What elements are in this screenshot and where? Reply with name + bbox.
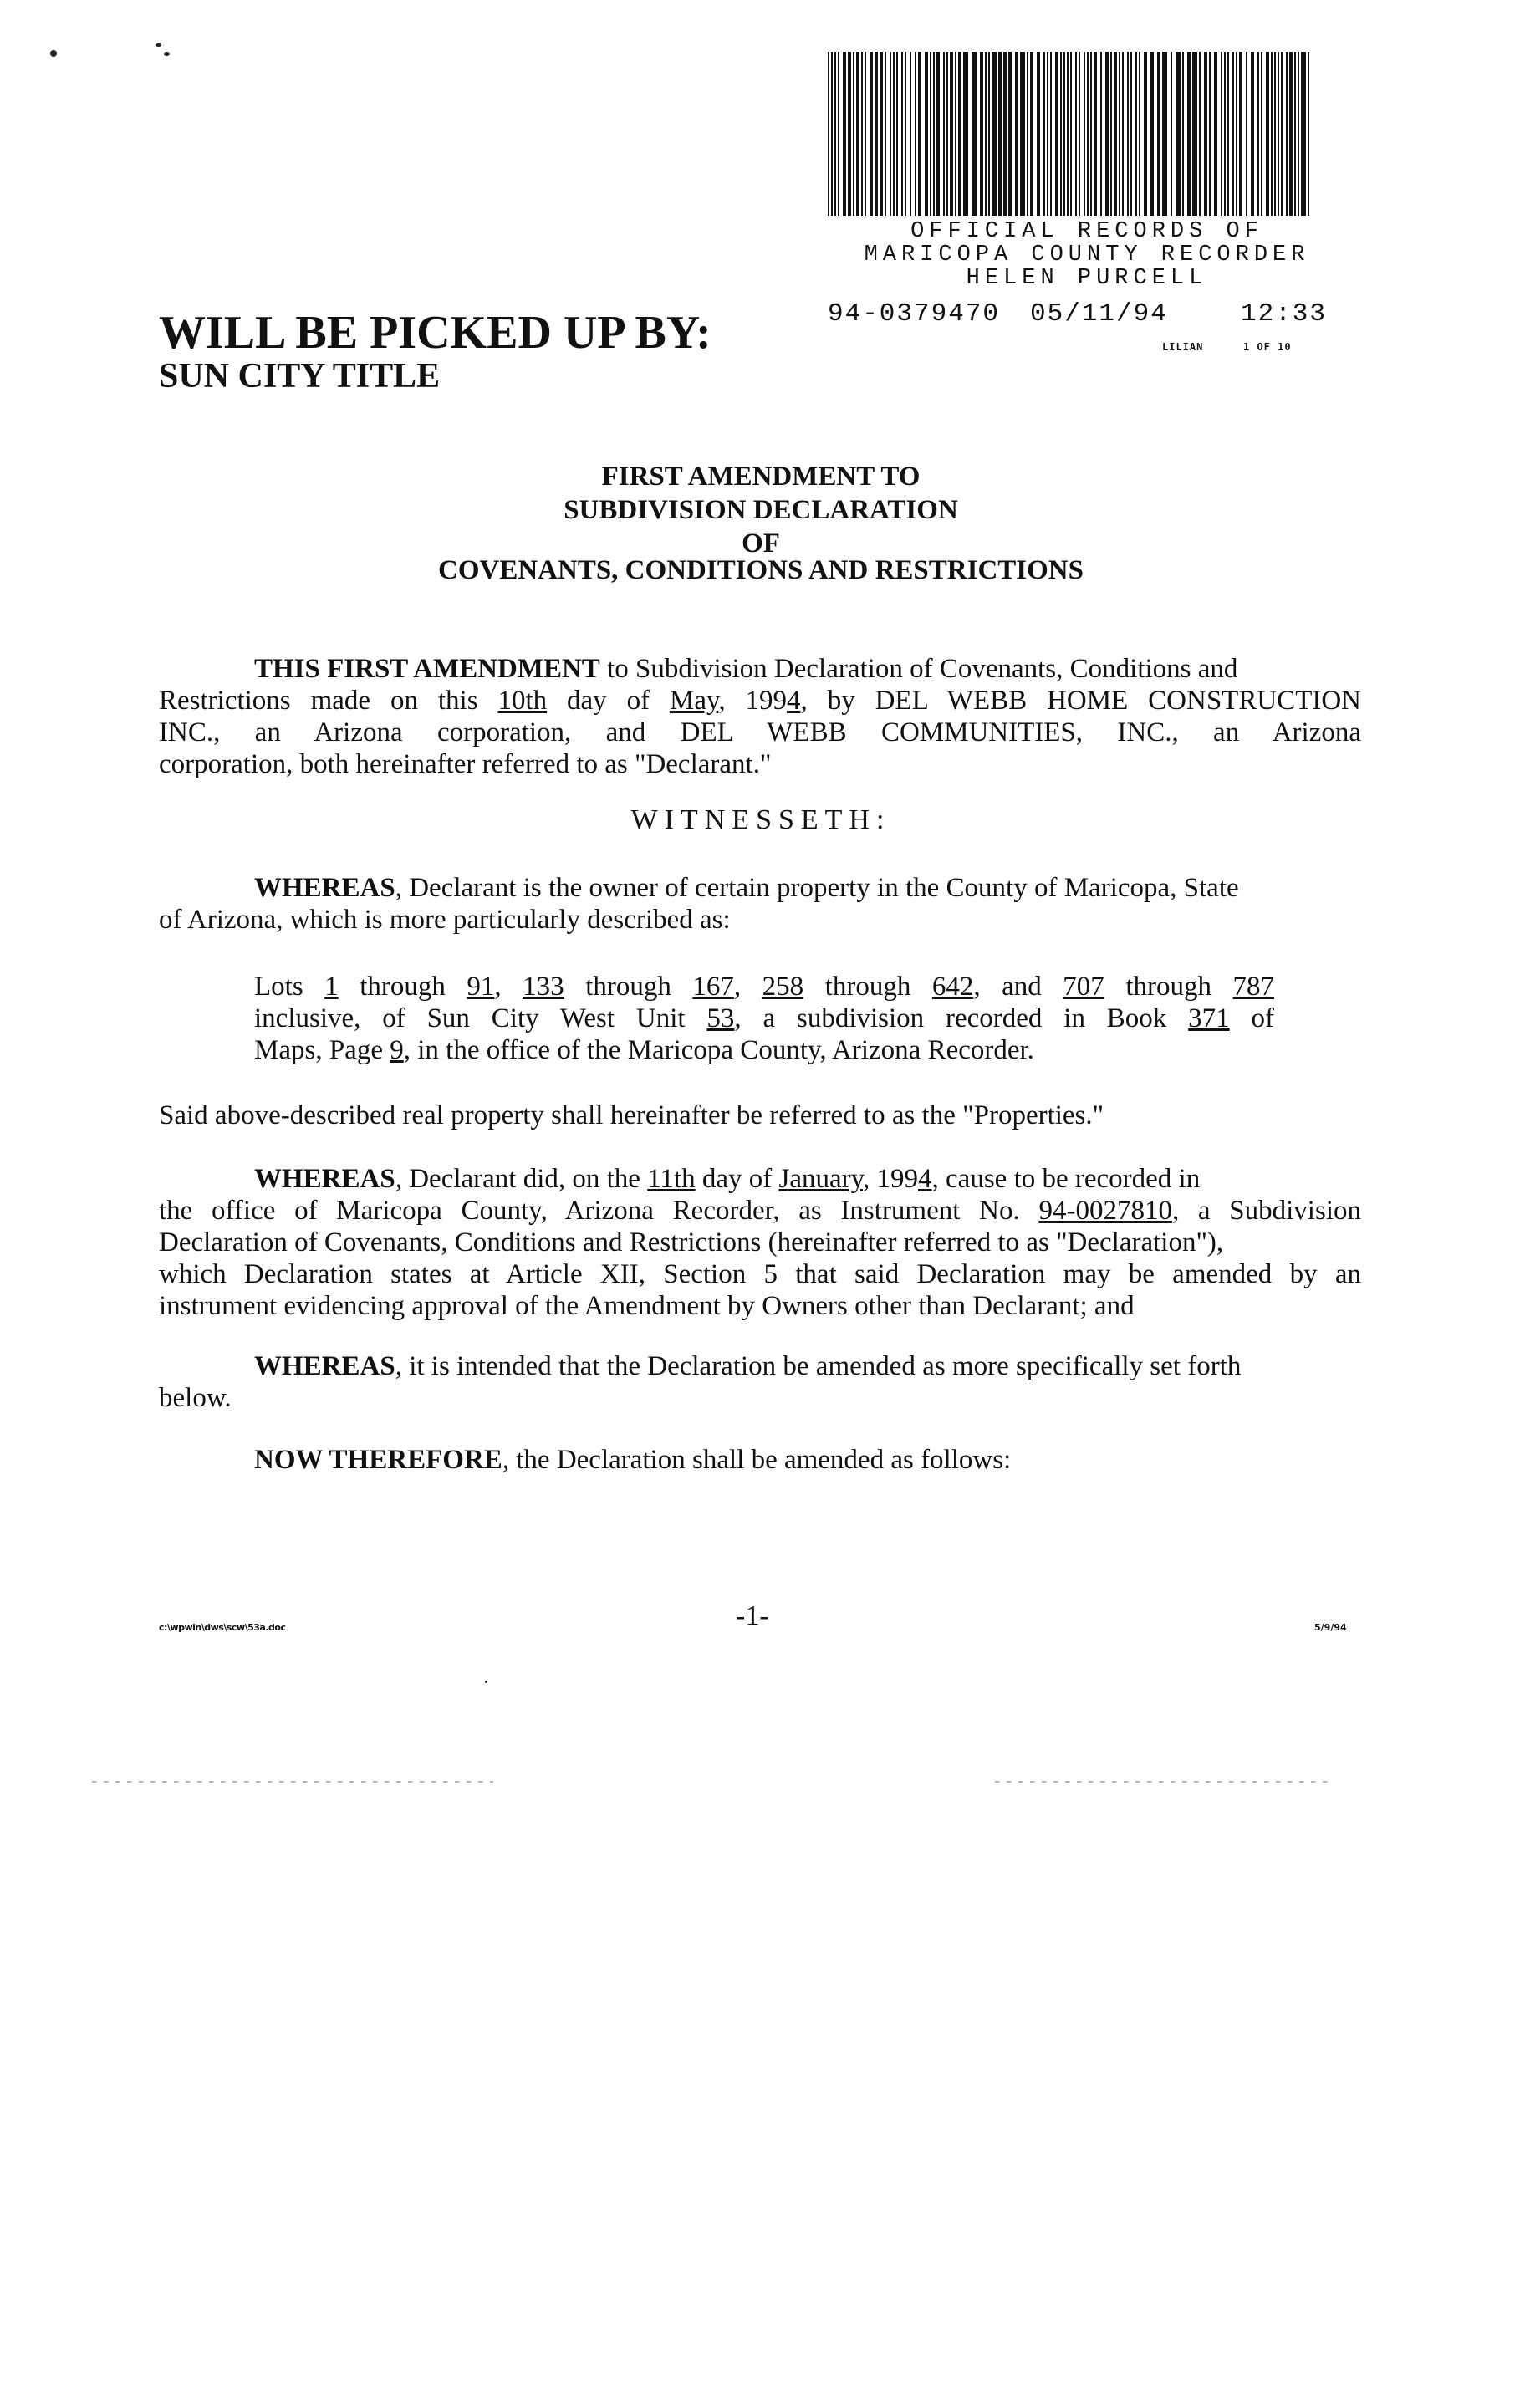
recorder-time: 12:33 xyxy=(1241,299,1328,329)
barcode-bar xyxy=(1084,52,1085,216)
now-therefore-lead: NOW THEREFORE xyxy=(254,1445,502,1475)
intro-line-3: INC., an Arizona corporation, and DEL WEBB COMMUNITIES, INC., an Arizona xyxy=(159,717,1361,747)
barcode-bar xyxy=(1135,52,1137,216)
lots-text: , in the office of the Maricopa County, Arizona Recorder. xyxy=(403,1035,1034,1065)
barcode-bar xyxy=(1094,52,1097,216)
barcode-bar xyxy=(985,52,987,216)
lot-number: 167 xyxy=(692,972,734,1002)
barcode-bar xyxy=(1144,52,1147,216)
properties-definition: Said above-described real property shall hereinafter be referred to as the "Properties." xyxy=(159,1100,1104,1130)
scan-speck xyxy=(50,50,57,57)
scan-speck xyxy=(156,43,161,47)
barcode-bar xyxy=(875,52,878,216)
recorder-clerk: LILIAN xyxy=(1162,341,1204,353)
barcode-bar xyxy=(1090,52,1092,216)
barcode-bar xyxy=(843,52,846,216)
whereas-text: the office of Maricopa County, Arizona Recorder, as Instrument No. xyxy=(159,1196,1039,1226)
barcode-bar xyxy=(1199,52,1201,216)
barcode-bar xyxy=(1187,52,1191,216)
intro-lead: THIS FIRST AMENDMENT xyxy=(254,654,600,684)
pickup-heading: WILL BE PICKED UP BY: xyxy=(159,307,711,359)
barcode-bar xyxy=(1020,52,1025,216)
lots-text: Lots xyxy=(254,972,325,1002)
whereas-month: January xyxy=(778,1164,864,1194)
footer-file-path: c:\wpwin\dws\scw\53a.doc xyxy=(159,1622,286,1633)
barcode-bar xyxy=(972,52,977,216)
barcode-bar xyxy=(848,52,851,216)
barcode-bar xyxy=(1278,52,1279,216)
barcode-bar xyxy=(865,52,866,216)
barcode-bar xyxy=(1294,52,1296,216)
barcode-bar xyxy=(834,52,836,216)
barcode-bar xyxy=(910,52,911,216)
whereas-3-line-1 xyxy=(254,1349,1241,1383)
barcode-bar xyxy=(1100,52,1102,216)
barcode-bar xyxy=(1251,52,1254,216)
scan-speck xyxy=(485,1681,487,1683)
barcode-bar xyxy=(853,52,854,216)
barcode-bar xyxy=(943,52,945,216)
recorder-line-1: OFFICIAL RECORDS OF xyxy=(910,219,1263,244)
barcode-bar xyxy=(861,52,863,216)
barcode-bar xyxy=(1182,52,1184,216)
barcode-bar xyxy=(1281,52,1283,216)
barcode-bar xyxy=(963,52,968,216)
barcode-bar xyxy=(901,52,903,216)
barcode-bar xyxy=(885,52,886,216)
lots-text: , xyxy=(494,972,523,1002)
intro-text: , by DEL WEBB HOME CONSTRUCTION xyxy=(800,686,1362,716)
lots-text: through xyxy=(1104,972,1233,1002)
barcode-bar xyxy=(950,52,953,216)
barcode-bar xyxy=(1015,52,1018,216)
barcode-bar xyxy=(1289,52,1293,216)
whereas-text: , 199 xyxy=(863,1164,919,1194)
barcode-bar xyxy=(1301,52,1306,216)
barcode-bar xyxy=(1266,52,1269,216)
barcode-bar xyxy=(1105,52,1109,216)
barcode-bar xyxy=(1204,52,1207,216)
barcode-bar xyxy=(1050,52,1052,216)
lot-number: 1 xyxy=(324,972,339,1002)
barcode-bar xyxy=(1257,52,1259,216)
barcode-bar xyxy=(988,52,990,216)
whereas-text: , cause to be recorded in xyxy=(931,1164,1201,1194)
barcode-bar xyxy=(1171,52,1172,216)
barcode-bar xyxy=(893,52,895,216)
recorder-line-3: HELEN PURCELL xyxy=(966,266,1208,291)
lots-text: of xyxy=(1229,1003,1274,1033)
lots-text: , and xyxy=(973,972,1063,1002)
barcode-bar xyxy=(1157,52,1160,216)
barcode-bar xyxy=(1286,52,1288,216)
lots-text: through xyxy=(564,972,693,1002)
barcode-bar xyxy=(856,52,859,216)
lot-number: 642 xyxy=(931,972,974,1002)
footer-page-number: -1- xyxy=(736,1600,769,1631)
barcode-bar xyxy=(1043,52,1045,216)
barcode-bar xyxy=(1003,52,1007,216)
barcode-bar xyxy=(1087,52,1089,216)
lots-text: through xyxy=(338,972,467,1002)
pickup-name: SUN CITY TITLE xyxy=(159,357,441,395)
lots-text: Maps, Page xyxy=(254,1035,390,1065)
barcode-bar xyxy=(1030,52,1033,216)
now-therefore-text: , the Declaration shall be amended as follows: xyxy=(502,1445,1012,1475)
barcode-bar xyxy=(1027,52,1028,216)
recorder-barcode xyxy=(823,52,1316,216)
barcode-bar xyxy=(1261,52,1262,216)
whereas-text: , Declarant did, on the xyxy=(395,1164,648,1194)
barcode-bar xyxy=(936,52,940,216)
whereas-text: , Declarant is the owner of certain property in the County of Maricopa, State xyxy=(395,873,1239,903)
recorder-line-2: MARICOPA COUNTY RECORDER xyxy=(864,242,1310,268)
barcode-bar xyxy=(955,52,956,216)
barcode-bar xyxy=(1139,52,1140,216)
recorder-page-count: 1 OF 10 xyxy=(1243,341,1292,353)
barcode-bar xyxy=(1079,52,1080,216)
intro-year: 4 xyxy=(787,686,801,716)
whereas-lead: WHEREAS xyxy=(254,1351,395,1381)
barcode-bar xyxy=(915,52,916,216)
barcode-bar xyxy=(1063,52,1065,216)
barcode-bar xyxy=(828,52,829,216)
barcode-bar xyxy=(905,52,906,216)
lots-line-3 xyxy=(254,1033,1034,1067)
barcode-bar xyxy=(1214,52,1217,216)
whereas-1-line-2: of Arizona, which is more particularly described as: xyxy=(159,905,731,935)
whereas-1-line-1 xyxy=(254,871,1239,905)
intro-text: day of xyxy=(547,686,670,716)
lots-line-2 xyxy=(254,1002,1274,1035)
footer-date-code: 5/9/94 xyxy=(1314,1622,1347,1633)
document-title-line-3: OF xyxy=(742,528,780,559)
barcode-bar xyxy=(1192,52,1197,216)
barcode-bar xyxy=(1209,52,1211,216)
lot-number: 91 xyxy=(467,972,495,1002)
whereas-3-line-2: below. xyxy=(159,1383,232,1413)
barcode-bar xyxy=(1070,52,1072,216)
whereas-text: day of xyxy=(695,1164,779,1194)
barcode-bar xyxy=(1122,52,1124,216)
barcode-bar xyxy=(1239,52,1242,216)
lot-number: 258 xyxy=(762,972,804,1002)
lots-line-1 xyxy=(254,970,1274,1003)
whereas-day: 11th xyxy=(647,1164,696,1194)
barcode-bar xyxy=(1114,52,1117,216)
whereas-text: , a Subdivision xyxy=(1171,1196,1361,1226)
whereas-year: 4 xyxy=(918,1164,932,1194)
lots-text: inclusive, of Sun City West Unit xyxy=(254,1003,707,1033)
whereas-2-line-1 xyxy=(254,1162,1200,1196)
scan-speck xyxy=(164,52,170,56)
barcode-bar xyxy=(980,52,983,216)
document-title-line-1: FIRST AMENDMENT TO xyxy=(601,462,921,492)
scan-artifact-line xyxy=(995,1781,1329,1783)
lot-number: 133 xyxy=(523,972,564,1002)
barcode-bar xyxy=(1047,52,1048,216)
barcode-bar xyxy=(998,52,1002,216)
whereas-text: , it is intended that the Declaration be amended as more specifically set forth xyxy=(395,1351,1242,1381)
barcode-bar xyxy=(1162,52,1167,216)
barcode-bar xyxy=(1130,52,1132,216)
whereas-2-line-3: Declaration of Covenants, Conditions and Restrictions (hereinafter referred to as "Declaration"), xyxy=(159,1227,1224,1258)
barcode-bar xyxy=(1119,52,1120,216)
barcode-bar xyxy=(1227,52,1229,216)
barcode-bar xyxy=(890,52,891,216)
intro-text: , 199 xyxy=(718,686,788,716)
barcode-bar xyxy=(1037,52,1040,216)
recorder-date: 05/11/94 xyxy=(1030,299,1168,329)
lot-number: 707 xyxy=(1063,972,1104,1002)
lot-number: 787 xyxy=(1232,972,1274,1002)
barcode-bar xyxy=(958,52,961,216)
barcode-bar xyxy=(992,52,997,216)
now-therefore-line xyxy=(254,1443,1011,1477)
whereas-2-line-5: instrument evidencing approval of the Amendment by Owners other than Declarant; and xyxy=(159,1291,1135,1321)
barcode-bar xyxy=(1232,52,1234,216)
barcode-bar xyxy=(946,52,948,216)
intro-month: May xyxy=(670,686,719,716)
barcode-bar xyxy=(1110,52,1112,216)
intro-line-2 xyxy=(159,684,1361,717)
recorder-instrument-number: 94-0379470 xyxy=(828,299,1001,329)
barcode-bar xyxy=(1176,52,1181,216)
barcode-bar xyxy=(925,52,928,216)
barcode-bar xyxy=(1298,52,1299,216)
unit-number: 53 xyxy=(706,1003,735,1033)
whereas-lead: WHEREAS xyxy=(254,1164,395,1194)
scan-artifact-line xyxy=(92,1781,493,1783)
barcode-bar xyxy=(1308,52,1309,216)
barcode-bar xyxy=(896,52,898,216)
lots-text: through xyxy=(803,972,932,1002)
barcode-bar xyxy=(1127,52,1129,216)
intro-line-1 xyxy=(254,652,1361,686)
barcode-bar xyxy=(880,52,883,216)
barcode-bar xyxy=(1075,52,1077,216)
book-number: 371 xyxy=(1188,1003,1230,1033)
barcode-bar xyxy=(1221,52,1222,216)
lots-text: , xyxy=(733,972,762,1002)
barcode-bar xyxy=(870,52,873,216)
intro-line-4: corporation, both hereinafter referred to as "Declarant." xyxy=(159,749,772,779)
barcode-bar xyxy=(933,52,935,216)
document-title-line-2: SUBDIVISION DECLARATION xyxy=(564,495,958,525)
whereas-2-line-2 xyxy=(159,1194,1361,1227)
barcode-bar xyxy=(918,52,921,216)
intro-text: to Subdivision Declaration of Covenants, Conditions and xyxy=(599,654,1238,684)
lots-text: , a subdivision recorded in Book xyxy=(734,1003,1189,1033)
whereas-lead: WHEREAS xyxy=(254,873,395,903)
barcode-bar xyxy=(1246,52,1247,216)
barcode-bar xyxy=(1055,52,1058,216)
barcode-bar xyxy=(1274,52,1276,216)
intro-day: 10th xyxy=(497,686,548,716)
instrument-number: 94-0027810 xyxy=(1038,1196,1172,1226)
barcode-bar xyxy=(1236,52,1237,216)
barcode-bar xyxy=(838,52,839,216)
document-title-line-4: COVENANTS, CONDITIONS AND RESTRICTIONS xyxy=(437,555,1084,585)
page-number-ref: 9 xyxy=(390,1035,404,1065)
barcode-bar xyxy=(1008,52,1012,216)
barcode-bar xyxy=(1224,52,1226,216)
intro-text: Restrictions made on this xyxy=(159,686,498,716)
barcode-bar xyxy=(1150,52,1154,216)
barcode-bar xyxy=(831,52,833,216)
whereas-2-line-4: which Declaration states at Article XII, Section 5 that said Declaration may be amended by an xyxy=(159,1259,1361,1289)
barcode-bar xyxy=(930,52,931,216)
barcode-bar xyxy=(1271,52,1273,216)
barcode-bar xyxy=(1060,52,1062,216)
witnesseth-heading: WITNESSETH: xyxy=(630,804,891,835)
barcode-bar xyxy=(1067,52,1069,216)
